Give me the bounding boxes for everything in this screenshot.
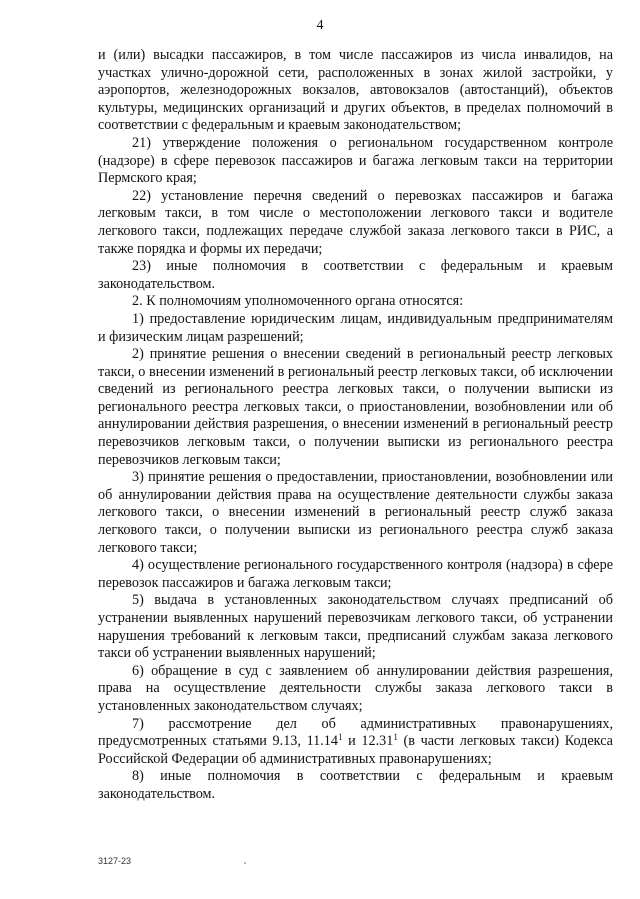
paragraph-item-7-text-before: 7) рассмотрение дел об административных правонарушениях, предусмотренных статьями 9.13, 11.14 [98, 715, 613, 750]
paragraph-item-21: 21) утверждение положения о региональном государственном контроле (надзоре) в сфере перевозок пассажиров и багажа легковым такси на территории Пермского края; [98, 134, 613, 187]
page-number: 4 [316, 18, 324, 33]
superscript-index: 1 [393, 732, 398, 743]
paragraph-item-7-text-after: (в части легковых такси) Кодекса Российской Федерации об административных правонарушениях; [98, 733, 613, 767]
paragraph-item-22: 22) установление перечня сведений о перевозках пассажиров и багажа легковым такси, в том числе о местоположении легкового такси и водителе легкового такси, подлежащих передаче службой заказа легкового такси в РИС, а также порядка и формы их передачи; [98, 187, 613, 257]
paragraph-item-7 [98, 716, 613, 769]
superscript-index: 1 [338, 732, 343, 743]
paragraph-item-23: 23) иные полномочия в соответствии с федеральным и краевым законодательством. [98, 258, 613, 292]
paragraph-item-7-text-middle: и 12.31 [342, 733, 394, 750]
paragraph-item-3: 3) принятие решения о предоставлении, приостановлении, возобновлении или об аннулировании действия права на осуществление деятельности службы заказа легкового такси, о внесении изменений в региональный реестр служб заказа легкового такси, о получении выписки из регионального реестра служб заказа легкового такси; [98, 469, 613, 556]
paragraph-item-5: 5) выдача в установленных законодательством случаях предписаний об устранении выявленных нарушений перевозчикам легкового такси, об устранении нарушения требований к легковым такси, предписаний службам заказа легкового такси об устранении выявленных нарушений; [98, 592, 613, 662]
paragraph-continuation: и (или) высадки пассажиров, в том числе пассажиров из числа инвалидов, на участках улично-дорожной сети, расположенных в зонах жилой застройки, у аэропортов, железнодорожных вокзалов, автовокзалов (автостанций), объектов культуры, медицинских организаций и других объектов, в пределах полномочий в соответствии с федеральным и краевым законодательством; [98, 47, 613, 134]
paragraph-item-6: 6) обращение в суд с заявлением об аннулировании действия разрешения, права на осуществление деятельности службы заказа легкового такси в установленных законодательством случаях; [98, 662, 613, 714]
scan-artifact [244, 862, 246, 864]
document-body [98, 47, 613, 804]
paragraph-item-8: 8) иные полномочия в соответствии с федеральным и краевым законодательством. [98, 768, 613, 802]
document-code: 3127-23 [98, 856, 132, 866]
section-heading-2: 2. К полномочиям уполномоченного органа относятся: [132, 293, 464, 310]
paragraph-item-2: 2) принятие решения о внесении сведений в региональный реестр легковых такси, о внесении изменений в региональный реестр легковых такси, об исключении сведений из регионального реестра легковых такси, о получении выписки из регионального реестра легковых такси, о приостановлении, возобновлении или об аннулировании действия разрешения, о внесении изменений в региональный реестр перевозчиков легковым такси, о получении выписки из регионального реестра перевозчиков легковым такси; [98, 346, 613, 468]
paragraph-item-4: 4) осуществление регионального государственного контроля (надзора) в сфере перевозок пассажиров и багажа легковым такси; [98, 557, 613, 591]
paragraph-item-1: 1) предоставление юридическим лицам, индивидуальным предпринимателям и физическим лицам разрешений; [98, 310, 613, 345]
